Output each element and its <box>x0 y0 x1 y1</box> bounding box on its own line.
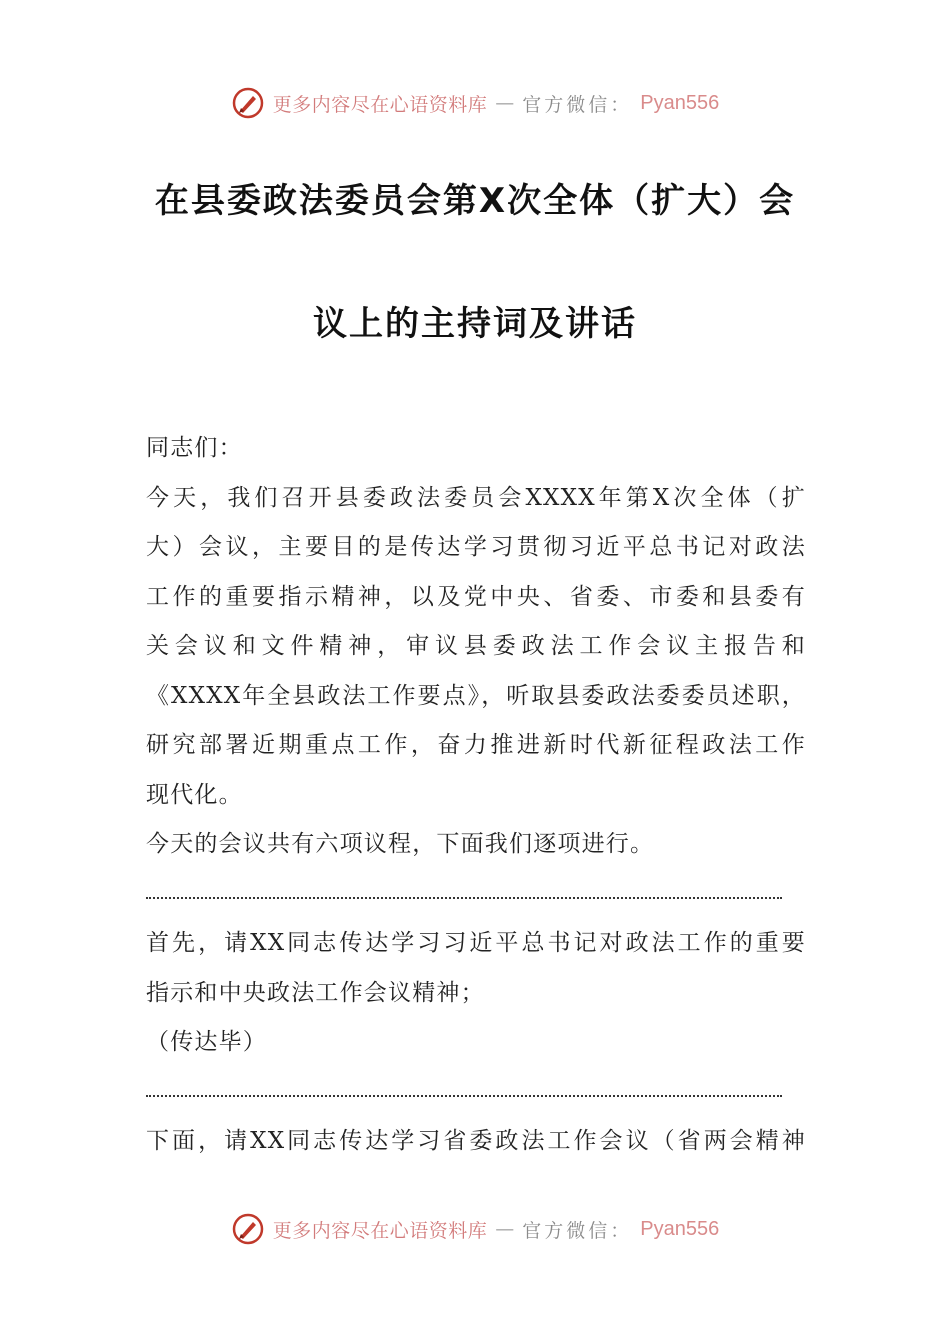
watermark-separator: — <box>495 1218 515 1240</box>
watermark-separator: — <box>495 92 515 114</box>
intro-line: 工作的重要指示精神，以及党中央、省委、市委和县委有 <box>146 583 806 610</box>
watermark-brand: 更多内容尽在心语资料库 <box>272 1219 488 1242</box>
watermark-official-label: 官方微信： <box>522 1219 633 1242</box>
next-item-line: 下面，请XX同志传达学习省委政法工作会议（省两会精神 <box>146 1128 806 1154</box>
watermark-wechat-id: Pyan556 <box>640 91 720 114</box>
footer-watermark <box>0 1212 950 1246</box>
first-item-line: 指示和中央政法工作会议精神； <box>146 979 485 1006</box>
watermark-brand: 更多内容尽在心语资料库 <box>272 93 488 116</box>
first-item-done: （传达毕） <box>146 1029 267 1055</box>
pen-logo-icon <box>231 86 265 120</box>
document-title-line-1: 在县委政法委员会第X次全体（扩大）会 <box>154 181 796 221</box>
dotted-divider <box>146 1068 806 1118</box>
greeting: 同志们： <box>146 435 243 461</box>
intro-line: 现代化。 <box>146 781 243 808</box>
intro-line: 大）会议，主要目的是传达学习贯彻习近平总书记对政法 <box>146 534 806 560</box>
intro-line: 研究部署近期重点工作，奋力推进新时代新征程政法工作 <box>146 732 806 758</box>
dotted-divider <box>146 870 806 920</box>
header-watermark <box>0 86 950 120</box>
watermark-wechat-id: Pyan556 <box>640 1217 720 1240</box>
intro-line: 《XXXX年全县政法工作要点》，听取县委政法委委员述职， <box>146 682 806 709</box>
document-body <box>146 424 806 1167</box>
pen-logo-icon <box>231 1212 265 1246</box>
first-item-line: 首先，请XX同志传达学习习近平总书记对政法工作的重要 <box>146 930 806 956</box>
document-title-line-2: 议上的主持词及讲话 <box>313 304 637 344</box>
agenda-note: 今天的会议共有六项议程，下面我们逐项进行。 <box>146 831 655 857</box>
intro-line: 关会议和文件精神，审议县委政法工作会议主报告和 <box>146 633 806 659</box>
intro-line: 今天，我们召开县委政法委员会XXXX年第X次全体（扩 <box>146 484 806 511</box>
watermark-official-label: 官方微信： <box>522 93 633 116</box>
